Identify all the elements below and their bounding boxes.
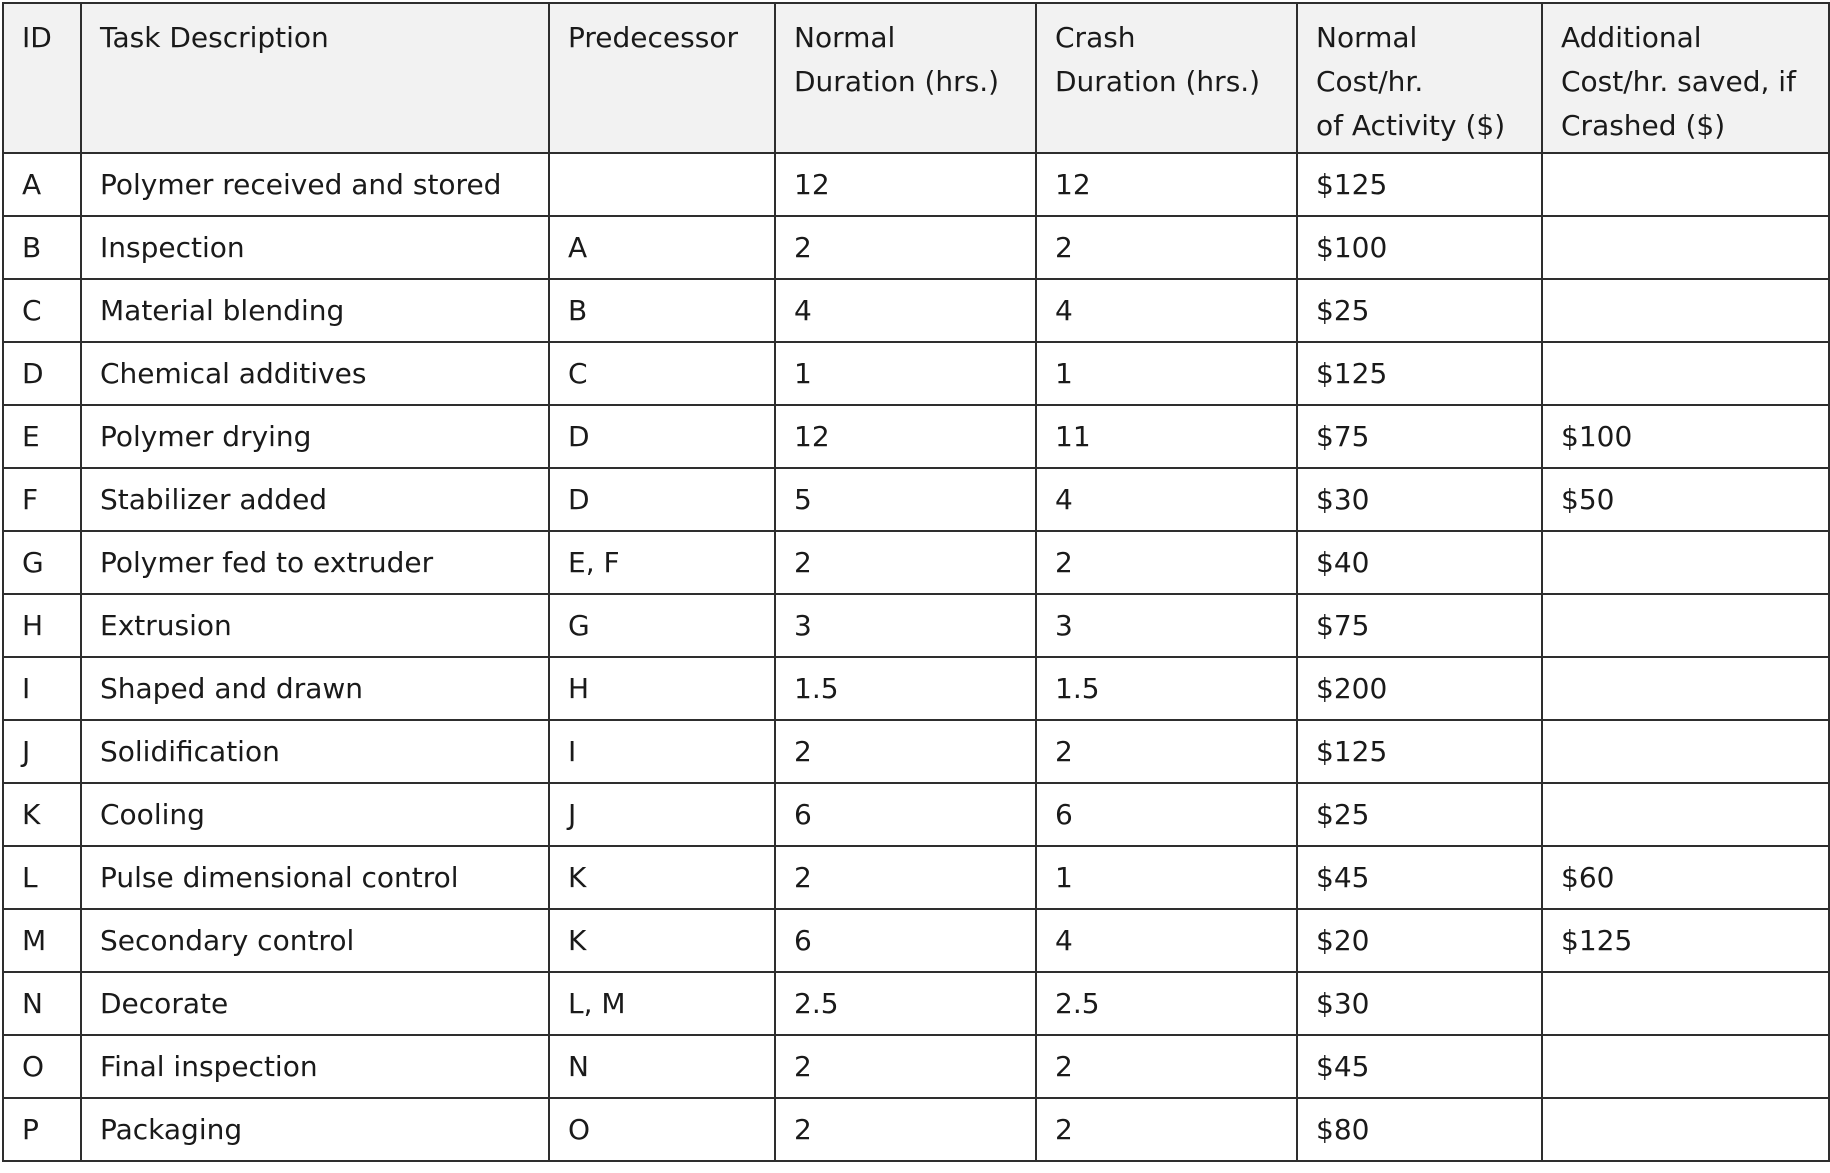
table-row — [3, 720, 1829, 783]
table-row — [3, 1098, 1829, 1161]
cell-task-description: Secondary control — [81, 909, 549, 972]
cell-normal-cost: $25 — [1297, 279, 1542, 342]
header-id: ID — [3, 3, 81, 153]
cell-normal-cost: $75 — [1297, 405, 1542, 468]
cell-task-description: Material blending — [81, 279, 549, 342]
cell-normal-cost: $30 — [1297, 468, 1542, 531]
table-row — [3, 909, 1829, 972]
cell-predecessor: N — [549, 1035, 775, 1098]
cell-crash-duration: 2 — [1036, 1035, 1297, 1098]
cell-crash-duration: 1 — [1036, 846, 1297, 909]
cell-predecessor: L, M — [549, 972, 775, 1035]
cell-normal-cost: $200 — [1297, 657, 1542, 720]
cell-crash-duration: 2 — [1036, 531, 1297, 594]
cell-id: B — [3, 216, 81, 279]
cell-predecessor: C — [549, 342, 775, 405]
cell-crash-duration: 6 — [1036, 783, 1297, 846]
cell-normal-cost: $125 — [1297, 342, 1542, 405]
table-row — [3, 783, 1829, 846]
cell-normal-duration: 2 — [775, 531, 1036, 594]
cell-normal-duration: 2 — [775, 846, 1036, 909]
cell-normal-cost: $125 — [1297, 720, 1542, 783]
header-additional-cost: Additional Cost/hr. saved, if Crashed ($) — [1542, 3, 1829, 153]
cell-normal-cost: $100 — [1297, 216, 1542, 279]
task-table — [2, 2, 1830, 1162]
table-row — [3, 216, 1829, 279]
table-row — [3, 279, 1829, 342]
cell-normal-duration: 3 — [775, 594, 1036, 657]
cell-id: L — [3, 846, 81, 909]
cell-normal-duration: 12 — [775, 405, 1036, 468]
cell-id: K — [3, 783, 81, 846]
header-normal-cost: Normal Cost/hr. of Activity ($) — [1297, 3, 1542, 153]
cell-additional-cost — [1542, 279, 1829, 342]
cell-id: O — [3, 1035, 81, 1098]
cell-normal-cost: $45 — [1297, 846, 1542, 909]
cell-task-description: Solidification — [81, 720, 549, 783]
cell-additional-cost: $50 — [1542, 468, 1829, 531]
cell-normal-duration: 4 — [775, 279, 1036, 342]
cell-normal-cost: $75 — [1297, 594, 1542, 657]
cell-additional-cost — [1542, 153, 1829, 216]
cell-predecessor: J — [549, 783, 775, 846]
table-row — [3, 342, 1829, 405]
cell-crash-duration: 2.5 — [1036, 972, 1297, 1035]
cell-task-description: Packaging — [81, 1098, 549, 1161]
cell-crash-duration: 1 — [1036, 342, 1297, 405]
cell-additional-cost: $60 — [1542, 846, 1829, 909]
cell-normal-cost: $40 — [1297, 531, 1542, 594]
table-row — [3, 657, 1829, 720]
cell-id: N — [3, 972, 81, 1035]
cell-predecessor: K — [549, 846, 775, 909]
table-row — [3, 405, 1829, 468]
cell-id: A — [3, 153, 81, 216]
cell-id: M — [3, 909, 81, 972]
cell-predecessor: O — [549, 1098, 775, 1161]
cell-task-description: Polymer received and stored — [81, 153, 549, 216]
cell-crash-duration: 4 — [1036, 909, 1297, 972]
cell-id: F — [3, 468, 81, 531]
cell-task-description: Inspection — [81, 216, 549, 279]
cell-normal-cost: $45 — [1297, 1035, 1542, 1098]
cell-predecessor: D — [549, 468, 775, 531]
table-row — [3, 468, 1829, 531]
cell-normal-duration: 1.5 — [775, 657, 1036, 720]
cell-predecessor: H — [549, 657, 775, 720]
cell-task-description: Polymer fed to extruder — [81, 531, 549, 594]
cell-crash-duration: 11 — [1036, 405, 1297, 468]
header-task-description: Task Description — [81, 3, 549, 153]
task-table-container — [2, 2, 1828, 1160]
cell-id: J — [3, 720, 81, 783]
cell-additional-cost: $125 — [1542, 909, 1829, 972]
cell-crash-duration: 2 — [1036, 216, 1297, 279]
cell-normal-duration: 6 — [775, 909, 1036, 972]
table-row — [3, 594, 1829, 657]
cell-normal-duration: 2 — [775, 720, 1036, 783]
table-row — [3, 1035, 1829, 1098]
cell-crash-duration: 12 — [1036, 153, 1297, 216]
cell-additional-cost — [1542, 783, 1829, 846]
cell-additional-cost — [1542, 342, 1829, 405]
header-crash-duration: Crash Duration (hrs.) — [1036, 3, 1297, 153]
cell-additional-cost — [1542, 594, 1829, 657]
cell-task-description: Polymer drying — [81, 405, 549, 468]
cell-predecessor: K — [549, 909, 775, 972]
header-normal-duration: Normal Duration (hrs.) — [775, 3, 1036, 153]
cell-crash-duration: 4 — [1036, 468, 1297, 531]
cell-task-description: Shaped and drawn — [81, 657, 549, 720]
table-row — [3, 531, 1829, 594]
cell-crash-duration: 4 — [1036, 279, 1297, 342]
cell-predecessor: E, F — [549, 531, 775, 594]
table-row — [3, 972, 1829, 1035]
table-row — [3, 846, 1829, 909]
cell-normal-cost: $25 — [1297, 783, 1542, 846]
cell-predecessor: A — [549, 216, 775, 279]
cell-normal-duration: 2 — [775, 1035, 1036, 1098]
cell-additional-cost — [1542, 531, 1829, 594]
cell-task-description: Stabilizer added — [81, 468, 549, 531]
cell-crash-duration: 3 — [1036, 594, 1297, 657]
header-row — [3, 3, 1829, 153]
cell-normal-cost: $125 — [1297, 153, 1542, 216]
cell-predecessor: I — [549, 720, 775, 783]
cell-predecessor — [549, 153, 775, 216]
cell-crash-duration: 2 — [1036, 720, 1297, 783]
cell-id: G — [3, 531, 81, 594]
cell-predecessor: B — [549, 279, 775, 342]
cell-id: C — [3, 279, 81, 342]
cell-additional-cost: $100 — [1542, 405, 1829, 468]
cell-additional-cost — [1542, 972, 1829, 1035]
cell-crash-duration: 2 — [1036, 1098, 1297, 1161]
cell-task-description: Extrusion — [81, 594, 549, 657]
cell-normal-duration: 2.5 — [775, 972, 1036, 1035]
header-predecessor: Predecessor — [549, 3, 775, 153]
cell-predecessor: G — [549, 594, 775, 657]
cell-normal-duration: 2 — [775, 216, 1036, 279]
cell-additional-cost — [1542, 657, 1829, 720]
table-body — [3, 153, 1829, 1161]
cell-normal-duration: 12 — [775, 153, 1036, 216]
cell-id: H — [3, 594, 81, 657]
cell-task-description: Pulse dimensional control — [81, 846, 549, 909]
cell-id: D — [3, 342, 81, 405]
cell-normal-cost: $30 — [1297, 972, 1542, 1035]
cell-task-description: Decorate — [81, 972, 549, 1035]
cell-normal-cost: $20 — [1297, 909, 1542, 972]
cell-additional-cost — [1542, 720, 1829, 783]
cell-additional-cost — [1542, 216, 1829, 279]
cell-normal-duration: 6 — [775, 783, 1036, 846]
cell-id: P — [3, 1098, 81, 1161]
cell-normal-duration: 1 — [775, 342, 1036, 405]
cell-additional-cost — [1542, 1035, 1829, 1098]
cell-normal-duration: 5 — [775, 468, 1036, 531]
cell-crash-duration: 1.5 — [1036, 657, 1297, 720]
cell-id: I — [3, 657, 81, 720]
cell-task-description: Final inspection — [81, 1035, 549, 1098]
cell-task-description: Chemical additives — [81, 342, 549, 405]
cell-task-description: Cooling — [81, 783, 549, 846]
cell-additional-cost — [1542, 1098, 1829, 1161]
cell-id: E — [3, 405, 81, 468]
table-row — [3, 153, 1829, 216]
cell-normal-cost: $80 — [1297, 1098, 1542, 1161]
cell-normal-duration: 2 — [775, 1098, 1036, 1161]
cell-predecessor: D — [549, 405, 775, 468]
